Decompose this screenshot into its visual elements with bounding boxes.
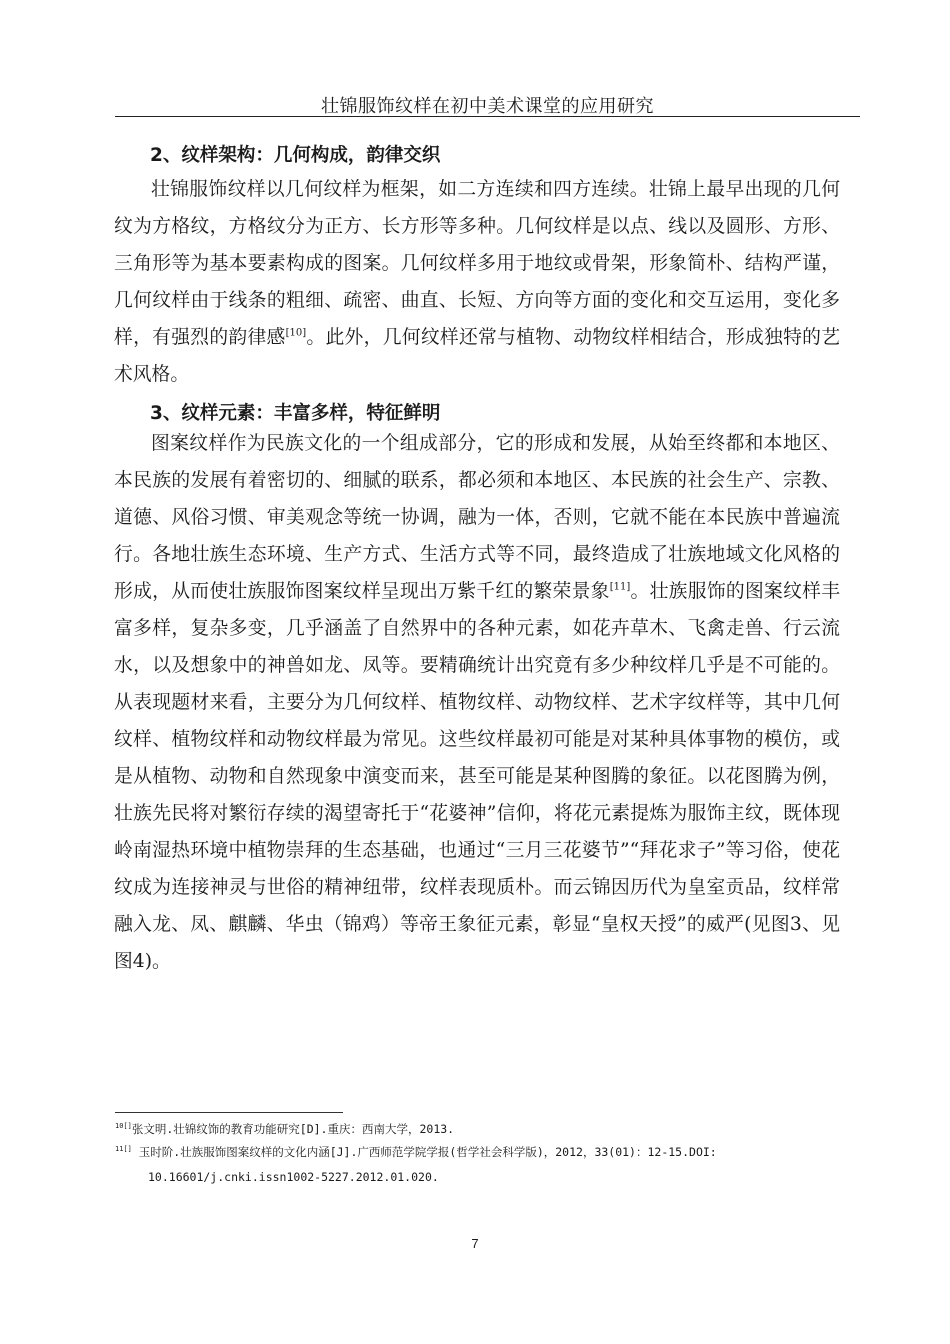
page-number: 7: [471, 1236, 479, 1251]
header-divider: [115, 116, 860, 117]
footnote-11-text: 玉时阶.壮族服饰图案纹样的文化内涵[J].广西师范学院学报(哲学社会科学版)，2012，33(01)：12-15.DOI:: [131, 1145, 717, 1159]
running-header-title: 壮锦服饰纹样在初中美术课堂的应用研究: [321, 96, 654, 117]
citation-10: [10]: [285, 327, 307, 339]
section-3-paragraph: [114, 425, 840, 980]
section-2-paragraph: [114, 171, 840, 393]
footnote-10-text: 张文明.壮锦纹饰的教育功能研究[D].重庆：西南大学，2013.: [131, 1122, 455, 1136]
footnote-10-mark: 10[]: [115, 1122, 132, 1131]
citation-11: [11]: [609, 581, 631, 593]
footnote-11-mark: 11[]: [115, 1145, 132, 1154]
footnote-divider: [115, 1112, 343, 1113]
section-3-heading: 3、纹样元素：丰富多样，特征鲜明: [150, 403, 441, 424]
section-3-text-after: 。壮族服饰的图案纹样丰富多样，复杂多变，几乎涵盖了自然界中的各种元素，如花卉草木、飞禽走兽、行云流水，以及想象中的神兽如龙、凤等。要精确统计出究竟有多少种纹样几乎是不可能的。从表现题材来看，主要分为几何纹样、植物纹样、动物纹样、艺术字纹样等，其中几何纹样、植物纹样和动物纹样最为常见。这些纹样最初可能是对某种具体事物的模仿，或是从植物、动物和自然现象中演变而来，甚至可能是某种图腾的象征。以花图腾为例，壮族先民将对繁衍存续的渴望寄托于“花婆神”信仰，将花元素提炼为服饰主纹，既体现岭南湿热环境中植物崇拜的生态基础，也通过“三月三花婆节”“拜花求子”等习俗，使花纹成为连接神灵与世俗的精神纽带，纹样表现质朴。而云锦因历代为皇室贡品，纹样常融入龙、凤、麒麟、华虫（锦鸡）等帝王象征元素，彰显“皇权天授”的威严(见图3、见图4)。: [114, 581, 840, 972]
section-2-text-after: 。此外，几何纹样还常与植物、动物纹样相结合，形成独特的艺术风格。: [114, 327, 841, 385]
footnote-11: [115, 1139, 860, 1165]
section-2-heading: 2、纹样架构：几何构成，韵律交织: [150, 145, 441, 166]
section-3-text-before: 图案纹样作为民族文化的一个组成部分，它的形成和发展，从始至终都和本地区、本民族的发展有着密切的、细腻的联系，都必须和本地区、本民族的社会生产、宗教、道德、风俗习惯、审美观念等统一协调，融为一体，否则，它就不能在本民族中普遍流行。各地壮族生态环境、生产方式、生活方式等不同，最终造成了壮族地域文化风格的形成，从而使壮族服饰图案纹样呈现出万紫千红的繁荣景象: [114, 433, 840, 602]
section-2-text-before: 壮锦服饰纹样以几何纹样为框架，如二方连续和四方连续。壮锦上最早出现的几何纹为方格纹，方格纹分为正方、长方形等多种。几何纹样是以点、线以及圆形、方形、三角形等为基本要素构成的图案。几何纹样多用于地纹或骨架，形象简朴、结构严谨，几何纹样由于线条的粗细、疏密、曲直、长短、方向等方面的变化和交互运用，变化多样，有强烈的韵律感: [114, 179, 840, 348]
footnote-11-continuation: 10.16601/j.cnki.issn1002-5227.2012.01.020.: [148, 1170, 439, 1184]
